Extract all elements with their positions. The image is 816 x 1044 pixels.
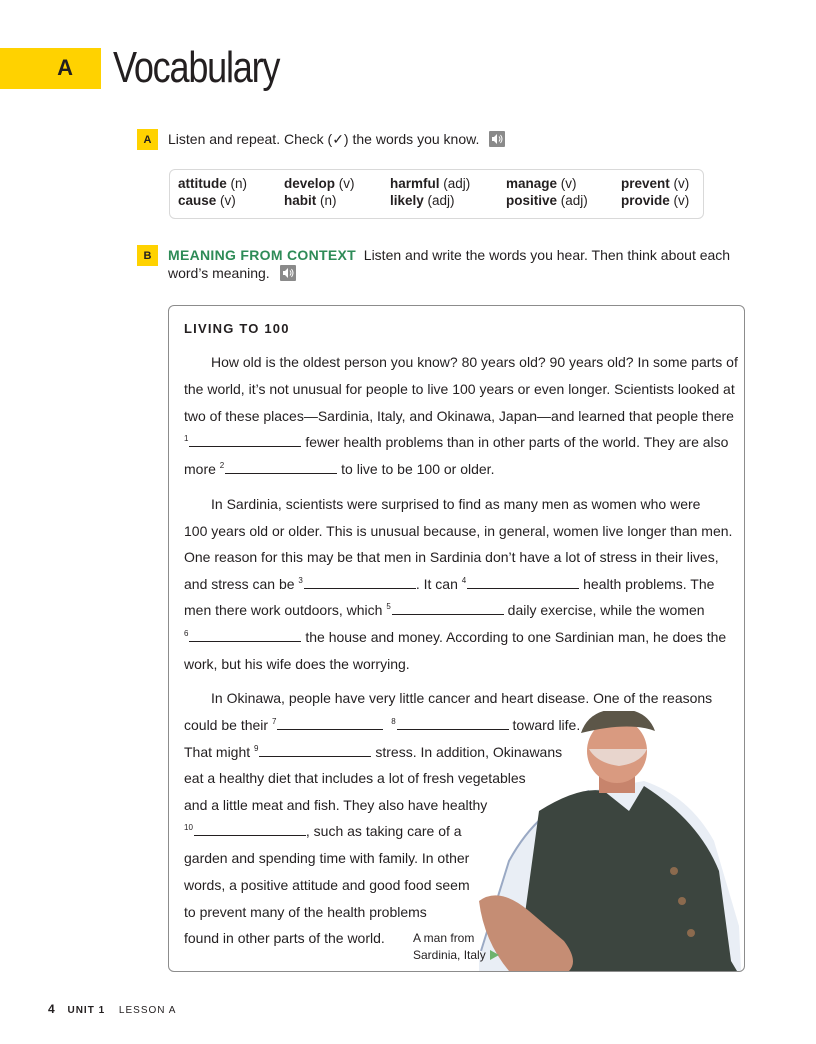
unit-label: UNIT 1 — [67, 1005, 106, 1016]
exercise-a-badge: A — [137, 129, 158, 150]
text-line: One reason for this may be that men in Sardinia don’t have a lot of stress in their lives, — [184, 549, 719, 565]
text-line: That might $^9$ stress. In addition, Okinawans — [184, 744, 563, 760]
text-line: In Sardinia, scientists were surprised to find as many men as women who were — [211, 496, 701, 512]
text-line: to prevent many of the health problems — [184, 904, 427, 920]
page-footer — [48, 1002, 176, 1016]
speaker-icon[interactable] — [489, 131, 505, 147]
text-line: How old is the oldest person you know? 80 years old? 90 years old? In some parts of — [211, 354, 738, 370]
vocab-item[interactable]: provide (v) — [621, 193, 690, 208]
blank-5-input[interactable] — [392, 603, 504, 615]
blank-7-input[interactable] — [277, 718, 383, 730]
blank-3-input[interactable] — [304, 577, 416, 589]
blank-1-input[interactable] — [189, 435, 301, 447]
text-line: the world, it’s not unusual for people to live 100 years or even longer. Scientists looked at — [184, 381, 735, 397]
exercise-b-label: MEANING FROM CONTEXT — [168, 247, 356, 263]
text-line: men there work outdoors, which $^5$ daily exercise, while the women — [184, 602, 705, 618]
vocab-item[interactable]: develop (v) — [284, 176, 355, 191]
reading-passage — [168, 305, 745, 972]
speaker-icon[interactable] — [280, 265, 296, 281]
text-line: work, but his wife does the worrying. — [184, 656, 410, 672]
section-letter: A — [0, 48, 101, 89]
section-title: Vocabulary — [113, 43, 280, 92]
text-line: In Okinawa, people have very little cancer and heart disease. One of the reasons — [211, 690, 713, 706]
blank-9-input[interactable] — [259, 745, 371, 757]
vocab-item[interactable]: manage (v) — [506, 176, 577, 191]
blank-6-input[interactable] — [189, 630, 301, 642]
vocabulary-word-box — [169, 169, 704, 219]
blank-10-input[interactable] — [194, 824, 306, 836]
text-line: eat a healthy diet that includes a lot of fresh vegetables — [184, 770, 526, 786]
text-line: words, a positive attitude and good food seem — [184, 877, 470, 893]
blank-2-input[interactable] — [225, 462, 337, 474]
caption-arrow-icon — [490, 950, 499, 960]
text-line: $^{10}$ , such as taking care of a — [184, 823, 462, 839]
text-line: $^6$ the house and money. According to one Sardinian man, he does the — [184, 629, 727, 645]
blank-8-input[interactable] — [397, 718, 509, 730]
text-line: 100 years old or older. This is unusual because, in general, women live longer than men. — [184, 523, 733, 539]
exercise-a-text: Listen and repeat. Check (✓) the words you know. — [168, 131, 480, 147]
vocab-item[interactable]: harmful (adj) — [390, 176, 471, 191]
page-number: 4 — [48, 1002, 56, 1016]
text-line: found in other parts of the world. — [184, 930, 385, 946]
text-line: and a little meat and fish. They also have healthy — [184, 797, 488, 813]
photo-caption: A man from Sardinia, Italy — [413, 930, 499, 964]
vocab-item[interactable]: prevent (v) — [621, 176, 690, 191]
text-line: two of these places—Sardinia, Italy, and Okinawa, Japan—and learned that people there — [184, 408, 734, 424]
lesson-label: LESSON A — [118, 1005, 177, 1016]
section-header — [0, 43, 316, 92]
text-line: $^1$ fewer health problems than in other parts of the world. They are also — [184, 434, 729, 450]
exercise-b-instruction — [168, 246, 738, 282]
vocab-item[interactable]: habit (n) — [284, 193, 337, 208]
exercise-a-instruction — [168, 130, 505, 148]
vocab-item[interactable]: cause (v) — [178, 193, 236, 208]
text-line: more $^2$ to live to be 100 or older. — [184, 461, 495, 477]
vocab-item[interactable]: attitude (n) — [178, 176, 248, 191]
exercise-b-badge: B — [137, 245, 158, 266]
text-line: and stress can be $^3$ . It can $^4$ health problems. The — [184, 576, 715, 592]
exercise-b-text-1: Listen and write the words you hear. Then think about each — [363, 247, 731, 263]
text-line: could be their $^7$ $^8$ toward life. — [184, 717, 581, 733]
blank-4-input[interactable] — [467, 577, 579, 589]
vocab-item[interactable]: positive (adj) — [506, 193, 588, 208]
vocab-item[interactable]: likely (adj) — [390, 193, 455, 208]
text-line: garden and spending time with family. In other — [184, 850, 470, 866]
reading-title: LIVING TO 100 — [184, 321, 290, 336]
exercise-b-text-2: word’s meaning. — [168, 265, 270, 281]
